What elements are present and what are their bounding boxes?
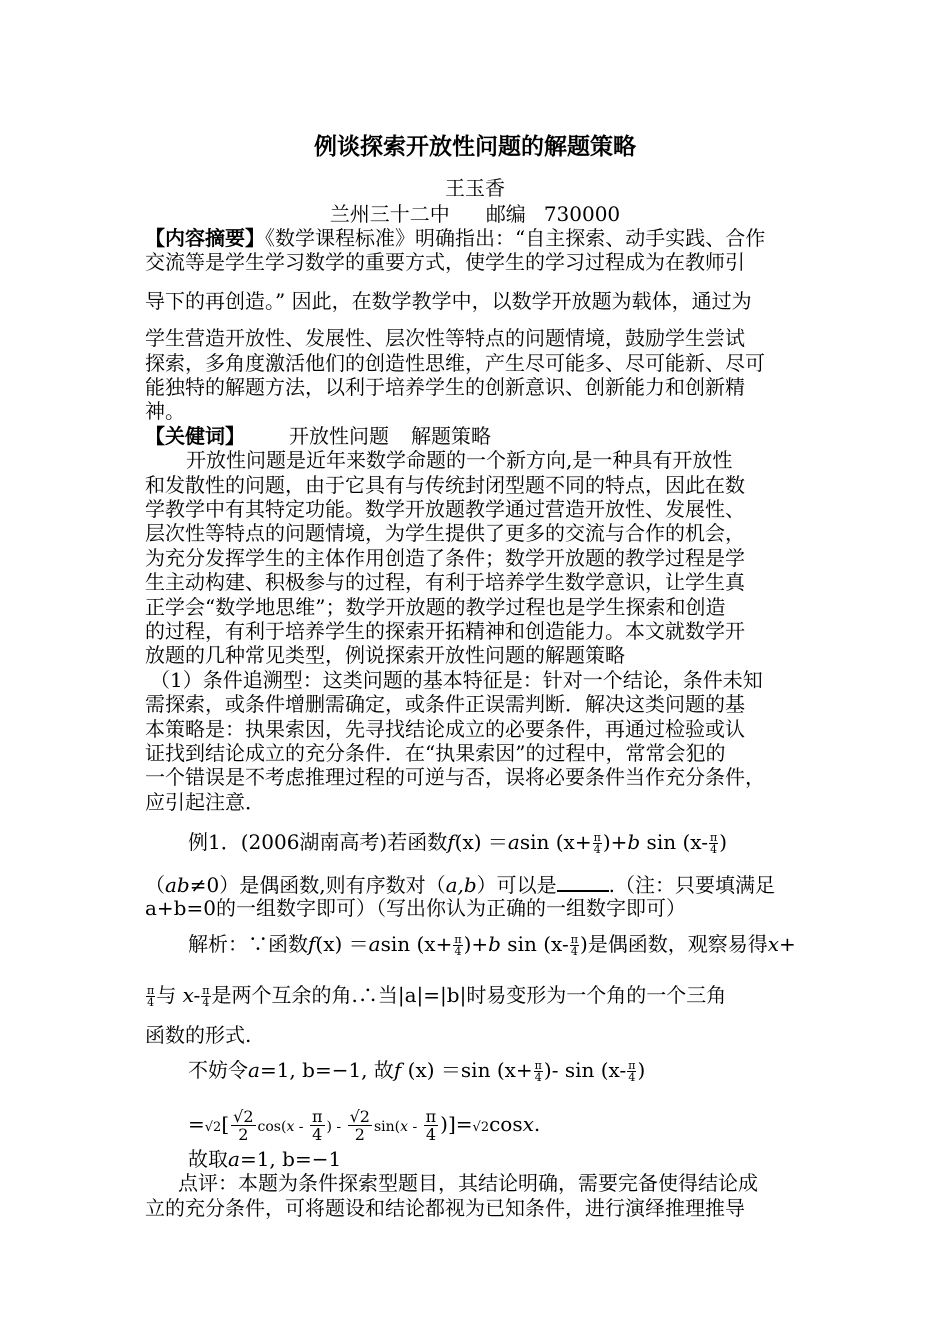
- intro-line-2: 和发散性的问题，由于它具有与传统封闭型题不同的特点，因此在数: [145, 473, 745, 497]
- intro-line-7: 正学会“数学地思维”；数学开放题的教学过程也是学生探索和创造: [145, 595, 726, 619]
- abstract-line-1: 【内容摘要】《数学课程标准》明确指出：“自主探索、动手实践、合作: [145, 226, 766, 250]
- derivation-conclusion: 故取a=1, b=−1: [188, 1147, 342, 1171]
- fraction-pi-over-4: $\frac{\pi}{4}$: [147, 984, 155, 1009]
- fraction-pi-over-4: $\frac{\pi}{4}$: [311, 1107, 323, 1144]
- abstract-line-5: 探索，多角度激活他们的创造性思维，产生尽可能多、尽可能新、尽可: [145, 351, 765, 375]
- fraction-pi-over-4: $\frac{\pi}{4}$: [202, 984, 210, 1009]
- intro-line-6: 生主动构建、积极参与的过程，有利于培养学生数学意识，让学生真: [145, 570, 745, 594]
- section1-line-5: 一个错误是不考虑推理过程的可逆与否，误将必要条件当作充分条件，: [145, 765, 765, 789]
- analysis-line-3: 函数的形式.: [145, 1023, 252, 1047]
- keywords-label: 【关健词】: [145, 424, 245, 448]
- abstract-line-2: 交流等是学生学习数学的重要方式，使学生的学习过程成为在教师引: [145, 250, 745, 274]
- fraction-pi-over-4: $\frac{\pi}{4}$: [593, 831, 601, 856]
- example1-statement: 例1．(2006湖南高考)若函数f(x) ＝asin (x+ $\frac{\pi}{4}$ )+b sin (x- $\frac{\pi}{4}$ ): [188, 830, 728, 856]
- intro-line-3: 学教学中有其特定功能。数学开放题教学通过营造开放性、发展性、: [145, 497, 745, 521]
- derivation-line-1: 不妨令a=1, b=−1, 故f (x) ＝sin (x+ $\frac{\pi}{4}$ )- sin (x- $\frac{\pi}{4}$ ): [188, 1058, 646, 1084]
- school-name: 兰州三十二中: [329, 202, 450, 226]
- postcode-label: 邮编: [485, 202, 526, 226]
- postcode: 730000: [543, 202, 621, 226]
- section1-line-6: 应引起注意．: [145, 790, 265, 814]
- abstract-line-3: 导下的再创造。” 因此，在数学教学中，以数学开放题为载体，通过为: [145, 289, 752, 313]
- derivation-line-2: =√2[ $\frac{√2}{2}$ cos(x - $\frac{\pi}{4}$ ) - $\frac{√2}{2}$ sin(x - $\frac{\pi}{4}$ )]=√2cosx.: [188, 1107, 541, 1144]
- section1-line-4: 证找到结论成立的充分条件．在“执果索因”的过程中，常常会犯的: [145, 741, 726, 765]
- intro-line-9: 放题的几种常见类型，例说探索开放性问题的解题策略: [145, 643, 625, 667]
- example-source: (2006湖南高考): [240, 830, 388, 854]
- intro-line-4: 层次性等特点的问题情境，为学生提供了更多的交流与合作的机会，: [145, 521, 745, 545]
- analysis-line-1: 解析：∵函数f(x) ＝asin (x+ $\frac{\pi}{4}$ )+b sin (x- $\frac{\pi}{4}$ )是偶函数，观察易得x+: [188, 932, 796, 958]
- intro-line-1: 开放性问题是近年来数学命题的一个新方向,是一种具有开放性: [186, 448, 733, 472]
- intro-line-5: 为充分发挥学生的主体作用创造了条件；数学开放题的教学过程是学: [145, 546, 745, 570]
- fraction-pi-over-4: $\frac{\pi}{4}$: [709, 831, 718, 856]
- fraction-pi-over-4: $\frac{\pi}{4}$: [425, 1107, 437, 1144]
- answer-blank: [557, 872, 609, 892]
- comment-line-1: 点评：本题为条件探索型题目，其结论明确，需要完备使得结论成: [178, 1171, 758, 1195]
- keyword-2: 解题策略: [411, 424, 491, 448]
- example-label: 例1．: [188, 830, 241, 854]
- fraction-pi-over-4: $\frac{\pi}{4}$: [454, 933, 462, 958]
- fraction-pi-over-4: $\frac{\pi}{4}$: [534, 1059, 542, 1084]
- abstract-label: 【内容摘要】: [145, 226, 265, 250]
- fraction-sqrt2-over-2: $\frac{√2}{2}$: [349, 1107, 370, 1144]
- section1-line-1: （1）条件追溯型：这类问题的基本特征是：针对一个结论，条件未知: [150, 668, 763, 692]
- example1-condition: （ab≠0）是偶函数,则有序数对（a,b）可以是 .（注：只要填满足: [145, 873, 776, 897]
- example1-note: a+b=0的一组数字即可）（写出你认为正确的一组数字即可）: [145, 896, 686, 920]
- document-title: 例谈探索开放性问题的解题策略: [314, 133, 636, 160]
- affiliation: [0, 202, 950, 226]
- comment-line-2: 立的充分条件，可将题设和结论都视为已知条件，进行演绎推理推导: [145, 1196, 745, 1220]
- abstract-line-6: 能独特的解题方法，以利于培养学生的创新意识、创新能力和创新精: [145, 375, 745, 399]
- author-name: 王玉香: [445, 176, 505, 200]
- keywords: [145, 424, 491, 448]
- section1-line-3: 本策略是：执果索因，先寻找结论成立的必要条件，再通过检验或认: [145, 717, 745, 741]
- fraction-sqrt2-over-2: $\frac{√2}{2}$: [233, 1107, 254, 1144]
- analysis-line-2: $\frac{\pi}{4}$ 与 x- $\frac{\pi}{4}$ 是两个互余的角.∴当|a|=|b|时易变形为一个角的一个三角: [147, 983, 727, 1009]
- abstract-line-4: 学生营造开放性、发展性、层次性等特点的问题情境，鼓励学生尝试: [145, 326, 745, 350]
- keyword-1: 开放性问题: [289, 424, 389, 448]
- fraction-pi-over-4: $\frac{\pi}{4}$: [570, 933, 578, 958]
- section1-line-2: 需探索，或条件增删需确定，或条件正误需判断．解决这类问题的基: [145, 692, 745, 716]
- abstract-line-7: 神。: [145, 399, 185, 423]
- fraction-pi-over-4: $\frac{\pi}{4}$: [628, 1059, 636, 1084]
- intro-line-8: 的过程，有利于培养学生的探索开拓精神和创造能力。本文就数学开: [145, 619, 745, 643]
